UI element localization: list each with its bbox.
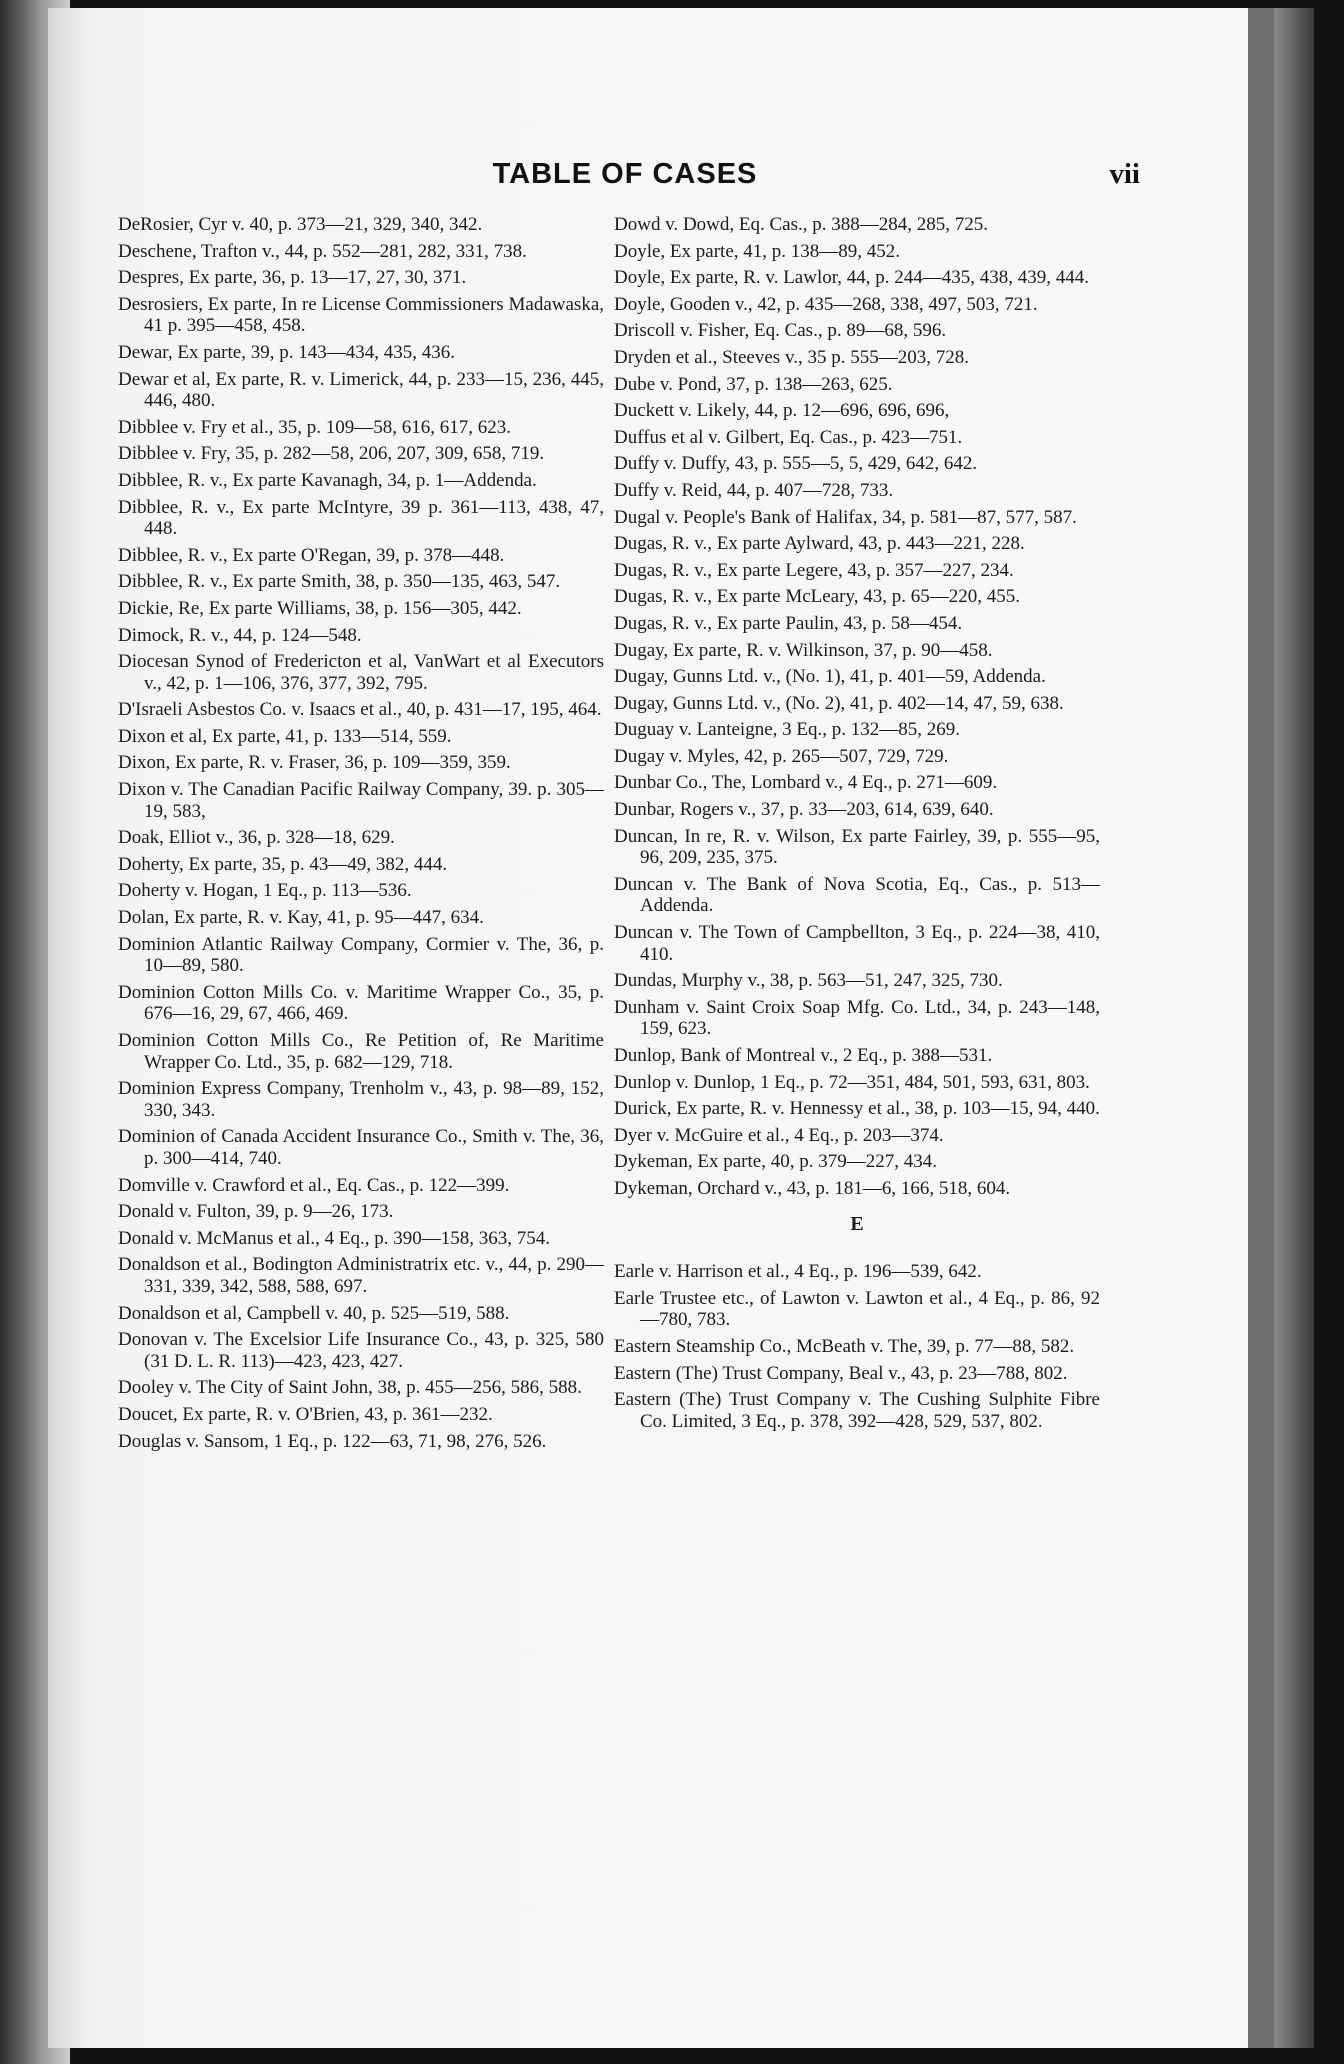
case-entry: Duffus et al v. Gilbert, Eq. Cas., p. 423—751. <box>614 426 963 448</box>
right-column-d-entries <box>614 214 1100 1200</box>
case-entry: Dixon, Ex parte, R. v. Fraser, 36, p. 109—359, 359. <box>118 752 511 774</box>
case-entry: Eastern (The) Trust Company v. The Cushing Sulphite Fibre Co. Limited, 3 Eq., p. 378, 392—428, 529, 537, 802. <box>614 1389 1100 1432</box>
case-entry: Dykeman, Orchard v., 43, p. 181—6, 166, 518, 604. <box>614 1177 1011 1199</box>
case-entry: Dugas, R. v., Ex parte McLeary, 43, p. 65—220, 455. <box>614 586 1020 608</box>
case-entry: Donaldson et al., Bodington Administratrix etc. v., 44, p. 290—331, 339, 342, 588, 588, 697. <box>118 1254 604 1297</box>
case-entry: Dominion Express Company, Trenholm v., 43, p. 98—89, 152, 330, 343. <box>118 1078 604 1121</box>
case-entry: Dyer v. McGuire et al., 4 Eq., p. 203—374. <box>614 1124 944 1146</box>
right-column <box>614 214 1100 1437</box>
page-title: TABLE OF CASES <box>492 158 758 190</box>
page-edge <box>1274 8 1314 2048</box>
case-entry: Duncan v. The Town of Campbellton, 3 Eq., p. 224—38, 410, 410. <box>614 922 1100 965</box>
case-entry: Dibblee, R. v., Ex parte Kavanagh, 34, p. 1—Addenda. <box>118 469 537 491</box>
case-entry: DeRosier, Cyr v. 40, p. 373—21, 329, 340, 342. <box>118 214 483 235</box>
case-entry: Dowd v. Dowd, Eq. Cas., p. 388—284, 285, 725. <box>614 214 989 235</box>
case-entry: Donald v. Fulton, 39, p. 9—26, 173. <box>118 1201 394 1223</box>
case-entry: Dunham v. Saint Croix Soap Mfg. Co. Ltd., 34, p. 243—148, 159, 623. <box>614 996 1100 1040</box>
case-entry: Dolan, Ex parte, R. v. Kay, 41, p. 95—447, 634. <box>118 907 484 929</box>
case-entry: Douglas v. Sansom, 1 Eq., p. 122—63, 71, 98, 276, 526. <box>118 1430 547 1452</box>
case-entry: Dooley v. The City of Saint John, 38, p. 455—256, 586, 588. <box>118 1377 582 1399</box>
case-entry: Dube v. Pond, 37, p. 138—263, 625. <box>614 373 893 395</box>
section-letter: E <box>850 1212 864 1235</box>
case-entry: Deschene, Trafton v., 44, p. 552—281, 282, 331, 738. <box>118 240 527 262</box>
case-entry: Durick, Ex parte, R. v. Hennessy et al., 38, p. 103—15, 94, 440. <box>614 1098 1100 1120</box>
case-entry: Dugay, Gunns Ltd. v., (No. 1), 41, p. 401—59, Addenda. <box>614 666 1046 688</box>
case-entry: Duncan, In re, R. v. Wilson, Ex parte Fairley, 39, p. 555—95, 96, 209, 235, 375. <box>614 825 1100 869</box>
case-entry: Dickie, Re, Ex parte Williams, 38, p. 156—305, 442. <box>118 597 522 619</box>
case-entry: Dugay, Gunns Ltd. v., (No. 2), 41, p. 402—14, 47, 59, 638. <box>614 692 1064 714</box>
case-entry: Doherty, Ex parte, 35, p. 43—49, 382, 444. <box>118 853 448 875</box>
page-number: vii <box>1109 158 1140 190</box>
case-entry: Dibblee, R. v., Ex parte O'Regan, 39, p. 378—448. <box>118 544 505 566</box>
right-column-e-entries <box>614 1261 1100 1432</box>
case-entry: Dominion Cotton Mills Co., Re Petition of, Re Maritime Wrapper Co. Ltd., 35, p. 682—129, 718. <box>118 1030 604 1073</box>
case-entry: Doherty v. Hogan, 1 Eq., p. 113—536. <box>118 880 412 902</box>
case-entry: Eastern (The) Trust Company, Beal v., 43, p. 23—788, 802. <box>614 1362 1068 1384</box>
case-entry: Doyle, Ex parte, R. v. Lawlor, 44, p. 244—435, 438, 439, 444. <box>614 267 1090 289</box>
case-entry: Dugas, R. v., Ex parte Paulin, 43, p. 58—454. <box>614 612 963 634</box>
left-column <box>118 214 604 1457</box>
case-entry: Dixon v. The Canadian Pacific Railway Company, 39. p. 305—19, 583, <box>118 779 604 822</box>
case-entry: Dugas, R. v., Ex parte Legere, 43, p. 357—227, 234. <box>614 559 1014 581</box>
case-entry: Dykeman, Ex parte, 40, p. 379—227, 434. <box>614 1151 937 1173</box>
case-entry: Duffy v. Reid, 44, p. 407—728, 733. <box>614 479 894 501</box>
case-entry: Eastern Steamship Co., McBeath v. The, 39, p. 77—88, 582. <box>614 1335 1075 1357</box>
case-entry: Donaldson et al, Campbell v. 40, p. 525—519, 588. <box>118 1302 510 1324</box>
case-entry: Dixon et al, Ex parte, 41, p. 133—514, 559. <box>118 725 452 747</box>
case-entry: Duffy v. Duffy, 43, p. 555—5, 5, 429, 642, 642. <box>614 453 978 475</box>
case-entry: Dunlop, Bank of Montreal v., 2 Eq., p. 388—531. <box>614 1045 993 1066</box>
case-entry: Dominion Atlantic Railway Company, Cormier v. The, 36, p. 10—89, 580. <box>118 933 604 977</box>
case-entry: Dimock, R. v., 44, p. 124—548. <box>118 624 362 646</box>
case-entry: Dibblee, R. v., Ex parte McIntyre, 39 p. 361—113, 438, 47, 448. <box>118 496 604 540</box>
case-entry: Dominion Cotton Mills Co. v. Maritime Wrapper Co., 35, p. 676—16, 29, 67, 466, 469. <box>118 981 604 1025</box>
case-entry: Dugas, R. v., Ex parte Aylward, 43, p. 443—221, 228. <box>614 533 1025 555</box>
case-entry: Dugay, Ex parte, R. v. Wilkinson, 37, p. 90—458. <box>614 639 993 661</box>
case-entry: Duguay v. Lanteigne, 3 Eq., p. 132—85, 269. <box>614 719 960 741</box>
case-entry: Desrosiers, Ex parte, In re License Commissioners Madawaska, 41 p. 395—458, 458. <box>118 293 604 337</box>
case-entry: Donald v. McManus et al., 4 Eq., p. 390—158, 363, 754. <box>118 1227 551 1249</box>
page-header <box>110 158 1140 198</box>
case-entry: Dugay v. Myles, 42, p. 265—507, 729, 729. <box>614 745 949 767</box>
case-entry: Dibblee v. Fry et al., 35, p. 109—58, 616, 617, 623. <box>118 416 511 438</box>
case-entry: Despres, Ex parte, 36, p. 13—17, 27, 30, 371. <box>118 267 467 289</box>
case-entry: D'Israeli Asbestos Co. v. Isaacs et al., 40, p. 431—17, 195, 464. <box>118 699 602 721</box>
case-entry: Dewar, Ex parte, 39, p. 143—434, 435, 436. <box>118 341 455 363</box>
case-entry: Doyle, Ex parte, 41, p. 138—89, 452. <box>614 240 901 262</box>
case-entry: Duncan v. The Bank of Nova Scotia, Eq., Cas., p. 513—Addenda. <box>614 873 1100 917</box>
case-entry: Dugal v. People's Bank of Halifax, 34, p. 581—87, 577, 587. <box>614 506 1077 528</box>
case-entry: Earle v. Harrison et al., 4 Eq., p. 196—539, 642. <box>614 1261 982 1283</box>
case-entry: Dunbar Co., The, Lombard v., 4 Eq., p. 271—609. <box>614 772 998 794</box>
case-entry: Donovan v. The Excelsior Life Insurance Co., 43, p. 325, 580 (31 D. L. R. 113)—423, 423, 427. <box>118 1329 604 1372</box>
case-entry: Dibblee, R. v., Ex parte Smith, 38, p. 350—135, 463, 547. <box>118 571 561 593</box>
case-entry: Dominion of Canada Accident Insurance Co., Smith v. The, 36, p. 300—414, 740. <box>118 1126 604 1169</box>
case-entry: Diocesan Synod of Fredericton et al, VanWart et al Executors v., 42, p. 1—106, 376, 377, 392, 795. <box>118 651 604 694</box>
case-entry: Duckett v. Likely, 44, p. 12—696, 696, 696, <box>614 400 950 422</box>
case-entry: Doak, Elliot v., 36, p. 328—18, 629. <box>118 827 395 849</box>
case-entry: Dewar et al, Ex parte, R. v. Limerick, 44, p. 233—15, 236, 445, 446, 480. <box>118 368 604 412</box>
case-entry: Dundas, Murphy v., 38, p. 563—51, 247, 325, 730. <box>614 970 1003 992</box>
case-entry: Dryden et al., Steeves v., 35 p. 555—203, 728. <box>614 346 969 368</box>
case-entry: Doucet, Ex parte, R. v. O'Brien, 43, p. 361—232. <box>118 1403 493 1425</box>
case-entry: Doyle, Gooden v., 42, p. 435—268, 338, 497, 503, 721. <box>614 293 1038 315</box>
case-entry: Dibblee v. Fry, 35, p. 282—58, 206, 207, 309, 658, 719. <box>118 443 545 465</box>
case-entry: Driscoll v. Fisher, Eq. Cas., p. 89—68, 596. <box>614 320 947 342</box>
case-entry: Dunlop v. Dunlop, 1 Eq., p. 72—351, 484, 501, 593, 631, 803. <box>614 1071 1090 1093</box>
case-entry: Dunbar, Rogers v., 37, p. 33—203, 614, 639, 640. <box>614 799 994 821</box>
case-entry: Domville v. Crawford et al., Eq. Cas., p. 122—399. <box>118 1174 510 1196</box>
case-entry: Earle Trustee etc., of Lawton v. Lawton et al., 4 Eq., p. 86, 92—780, 783. <box>614 1287 1100 1331</box>
